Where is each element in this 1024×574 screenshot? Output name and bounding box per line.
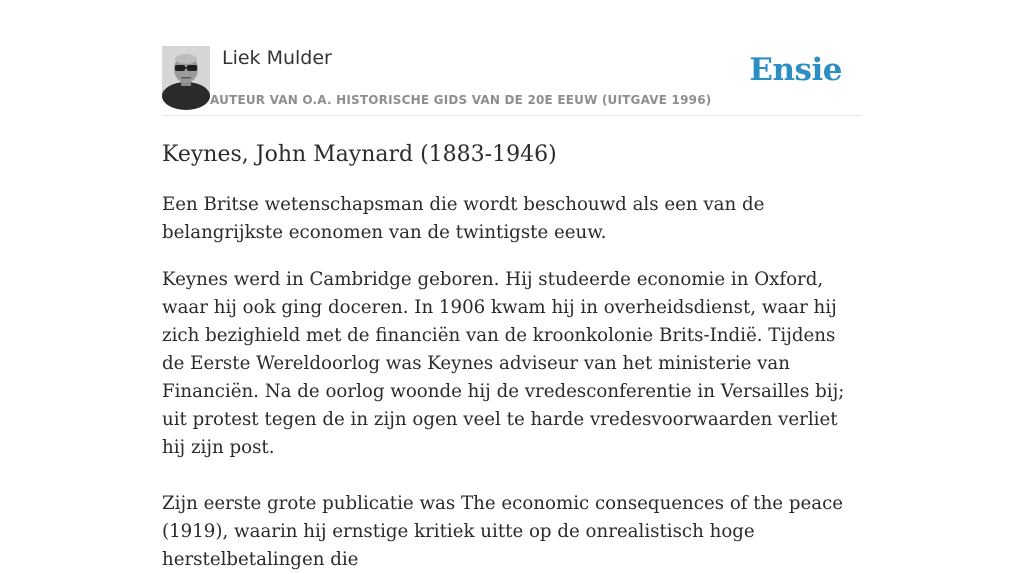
author-photo-icon	[162, 46, 210, 94]
author-description: AUTEUR VAN O.A. HISTORISCHE GIDS VAN DE 20E EEUW (UITGAVE 1996)	[210, 93, 712, 107]
author-avatar[interactable]	[162, 46, 210, 94]
article	[162, 138, 862, 574]
author-name[interactable]: Liek Mulder	[222, 47, 332, 69]
article-paragraph-1: Keynes werd in Cambridge geboren. Hij studeerde economie in Oxford, waar hij ook ging doceren. In 1906 kwam hij in overheidsdienst, waar hij zich bezighield met de financiën van de kroonkolonie Brits-Indië. Tijdens de Eerste Wereldoorlog was Keynes adviseur van het ministerie van Financiën. Na de oorlog woonde hij de vredesconferentie in Versailles bij; uit protest tegen de in zijn ogen veel te harde vredesvoorwaarden verliet hij zijn post.	[162, 269, 845, 458]
article-paragraph-2: Zijn eerste grote publicatie was The economic consequences of the peace (1919), waarin hij ernstige kritiek uitte op de onrealistisch hoge herstelbetalingen die	[162, 493, 844, 570]
article-body	[162, 266, 862, 574]
ensie-logo[interactable]: Ensie	[749, 52, 842, 88]
article-title: Keynes, John Maynard (1883-1946)	[162, 142, 557, 167]
article-intro: Een Britse wetenschapsman die wordt beschouwd als een van de belangrijkste economen van de twintigste eeuw.	[162, 194, 765, 243]
author-header	[162, 46, 862, 116]
